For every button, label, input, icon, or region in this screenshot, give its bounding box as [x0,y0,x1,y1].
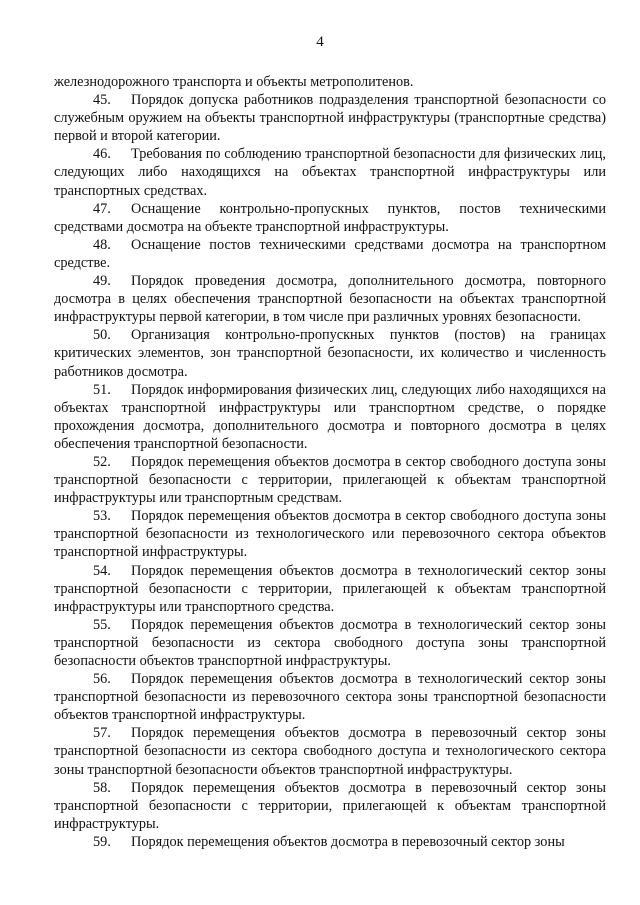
list-item [54,236,606,272]
item-text: Порядок перемещения объектов досмотра в сектор свободного доступа зоны транспортной безопасности из технологического или перевозочного сектора объектов транспортной инфраструктуры. [54,508,606,561]
list-item [54,91,606,145]
item-text: Порядок перемещения объектов досмотра в перевозочный сектор зоны транспортной безопасности из сектора свободного доступа и технологического сектора зоны транспортной безопасности объектов транспортной инфраструктуры. [54,725,606,778]
list-item [54,145,606,199]
item-text: Порядок допуска работников подразделения транспортной безопасности со служебным оружием на объекты транспортной инфраструктуры (транспортные средства) первой и второй категории. [54,92,606,145]
item-text: Требования по соблюдению транспортной безопасности для физических лиц, следующих либо находящихся на объектах транспортной инфраструктуры или транспортных средствах. [54,146,606,199]
item-number: 49. [93,273,111,290]
continued-paragraph: железнодорожного транспорта и объекты метрополитенов. [54,74,414,90]
list-item [54,453,606,507]
document-body [54,73,606,851]
list-item [54,833,606,851]
item-text: Порядок перемещения объектов досмотра в технологический сектор зоны транспортной безопасности из перевозочного сектора зоны транспортной безопасности объектов транспортной инфраструктуры. [54,671,606,724]
item-text: Порядок перемещения объектов досмотра в технологический сектор зоны транспортной безопасности с территории, прилегающей к объектам транспортной инфраструктуры или транспортного средства. [54,562,606,615]
list-item [54,562,606,616]
item-number: 51. [93,381,111,398]
item-number: 50. [93,327,111,344]
item-number: 47. [93,200,111,217]
item-number: 48. [93,236,111,253]
item-number: 46. [93,146,111,163]
list-item [54,670,606,724]
item-text: Оснащение постов техническими средствами досмотра на транспортном средстве. [54,236,606,271]
item-number: 57. [93,725,111,742]
item-number: 56. [93,671,111,688]
item-text: Порядок перемещения объектов досмотра в перевозочный сектор зоны транспортной безопасности с территории, прилегающей к объектам транспортной инфраструктуры. [54,779,606,832]
item-text: Порядок перемещения объектов досмотра в технологический сектор зоны транспортной безопасности из сектора свободного доступа зоны транспортной безопасности объектов транспортной инфраструктуры. [54,616,606,669]
list-item [54,381,606,453]
list-item [54,326,606,380]
item-number: 45. [93,92,111,109]
list-item [54,200,606,236]
page-number: 4 [316,34,324,50]
item-number: 53. [93,508,111,525]
item-text: Оснащение контрольно-пропускных пунктов, постов техническими средствами досмотра на объекте транспортной инфраструктуры. [54,200,606,235]
item-text: Порядок перемещения объектов досмотра в сектор свободного доступа зоны транспортной безопасности с территории, прилегающей к объектам транспортной инфраструктуры или транспортным средствам. [54,453,606,507]
list-item [54,272,606,326]
item-number: 52. [93,453,111,470]
item-text: Порядок информирования физических лиц, следующих либо находящихся на объектах транспортной инфраструктуры или транспортном средстве, о порядке прохождения досмотра, дополнительного досмотра и повторного досмотра в целях обеспечения транспортной безопасности. [54,381,606,452]
item-number: 59. [93,833,111,850]
list-item [54,779,606,833]
list-item [54,724,606,778]
list-item [54,507,606,561]
item-number: 58. [93,779,111,796]
list-item [54,616,606,670]
item-text: Порядок проведения досмотра, дополнительного досмотра, повторного досмотра в целях обеспечения транспортной безопасности на объектах транспортной инфраструктуры первой категории, в том числе при различных уровнях безопасности. [54,273,606,326]
item-text: Порядок перемещения объектов досмотра в перевозочный сектор зоны [131,833,565,850]
item-text: Организация контрольно-пропускных пунктов (постов) на границах критических элементов, зон транспортной безопасности, их количество и численность работников досмотра. [54,327,606,380]
item-number: 54. [93,562,111,579]
item-number: 55. [93,616,111,633]
